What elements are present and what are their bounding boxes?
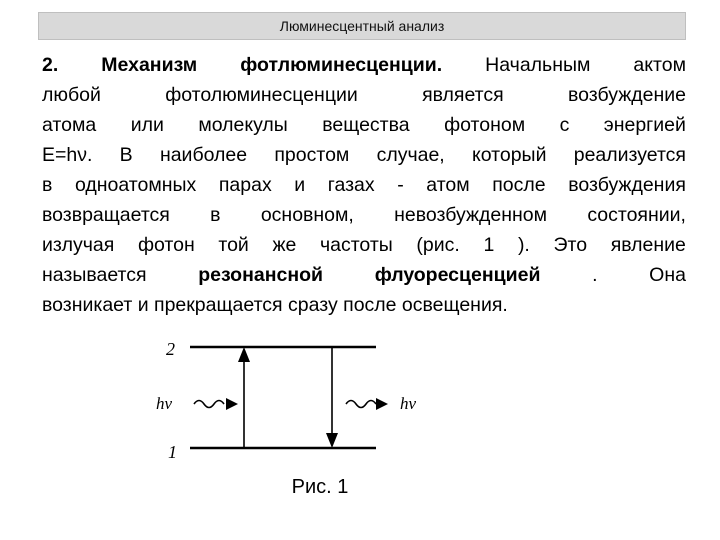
term-word: флуоресценцией [374, 264, 541, 286]
text-line [42, 230, 686, 260]
word: Начальным [485, 54, 591, 76]
incoming-photon-arrowhead [226, 398, 238, 410]
figure-reference: 1 [483, 234, 495, 256]
figure-caption: Рис. 1 [291, 476, 349, 498]
absorption-arrowhead [238, 347, 250, 362]
word: состоянии, [587, 204, 686, 226]
upper-level-label: 2 [166, 339, 175, 359]
word: любой [42, 84, 101, 106]
word: реализуется [573, 144, 686, 166]
section-heading-word: Механизм [101, 54, 198, 76]
word: газах [327, 174, 375, 196]
word: Она [649, 264, 686, 286]
text-line [42, 170, 686, 200]
word: излучая [42, 234, 115, 256]
section-number: 2. [42, 54, 59, 76]
section-heading-word: фотлюминесценции. [240, 54, 443, 76]
word: в [42, 174, 53, 196]
word: который [471, 144, 547, 166]
word: возбуждения [568, 174, 686, 196]
word: той [218, 234, 249, 256]
word: фотон [137, 234, 195, 256]
word: - [397, 174, 404, 196]
slide-title: Люминесцентный анализ [279, 18, 445, 34]
text-line [42, 260, 686, 290]
figure-reference: (рис. [416, 234, 460, 256]
word: же [272, 234, 297, 256]
word: молекулы [198, 114, 288, 136]
word: наиболее [159, 144, 248, 166]
energy-formula: E=hν. [42, 144, 93, 166]
word: частоты [319, 234, 393, 256]
word: явление [610, 234, 686, 256]
outgoing-photon-arrowhead [376, 398, 388, 410]
word: фотоном [444, 114, 526, 136]
word: в [210, 204, 221, 226]
word: ). [517, 234, 530, 256]
lower-level-label: 1 [168, 442, 177, 462]
text-line [42, 200, 686, 230]
word: невозбужденном [394, 204, 548, 226]
word: возникает и прекращается сразу после освещения. [42, 294, 508, 316]
word: атома [42, 114, 97, 136]
word: простом [274, 144, 350, 166]
word: парах [218, 174, 272, 196]
word: фотолюминесценции [165, 84, 358, 106]
text-line [42, 80, 686, 110]
word: случае, [376, 144, 445, 166]
word: является [422, 84, 504, 106]
word: после [492, 174, 546, 196]
paragraph [42, 50, 686, 320]
energy-level-diagram [150, 330, 450, 470]
word: энергией [603, 114, 686, 136]
word: основном, [260, 204, 354, 226]
emission-arrowhead [326, 433, 338, 448]
emitted-photon-label: hν [400, 394, 417, 413]
text-line [42, 290, 686, 320]
word: или [130, 114, 164, 136]
outgoing-photon-wave-icon [346, 401, 376, 408]
word: с [559, 114, 570, 136]
text-line [42, 50, 686, 80]
text-line [42, 110, 686, 140]
word: Это [553, 234, 588, 256]
word: актом [633, 54, 686, 76]
word: . [592, 264, 598, 286]
absorbed-photon-label: hν [156, 394, 173, 413]
word: называется [42, 264, 147, 286]
word: и [294, 174, 306, 196]
incoming-photon-wave-icon [194, 401, 224, 408]
word: возбуждение [568, 84, 686, 106]
word: возвращается [42, 204, 170, 226]
term-word: резонансной [198, 264, 324, 286]
word: одноатомных [74, 174, 197, 196]
text-line [42, 140, 686, 170]
word: вещества [322, 114, 410, 136]
word: В [119, 144, 133, 166]
slide-header [38, 12, 686, 40]
word: атом [426, 174, 470, 196]
